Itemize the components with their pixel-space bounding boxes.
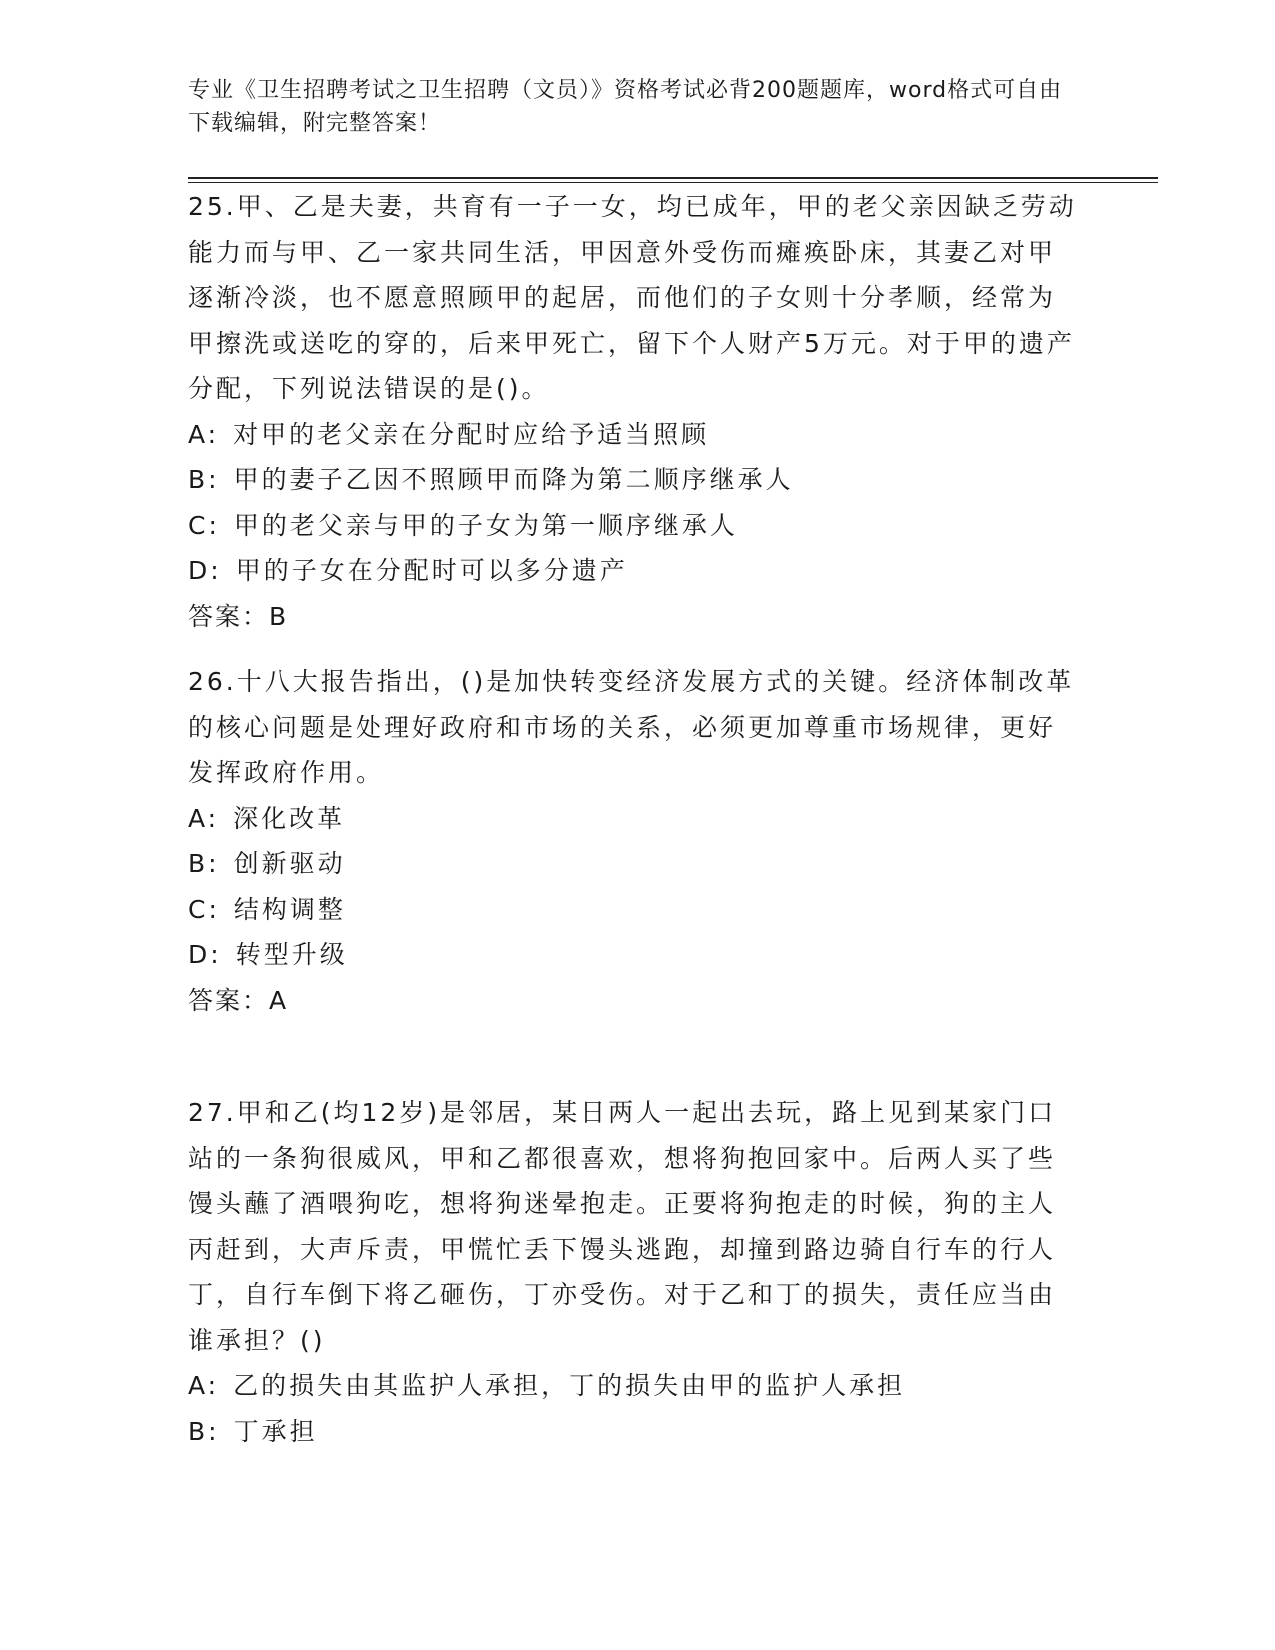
option-text: 对甲的老父亲在分配时应给予适当照顾 (233, 419, 710, 449)
option-label: A: (188, 419, 220, 449)
answer-line (188, 594, 1078, 640)
option-d (188, 932, 1078, 978)
option-text: 结构调整 (233, 894, 346, 924)
option-text: 甲的老父亲与甲的子女为第一顺序继承人 (233, 510, 738, 540)
option-label: B: (188, 1416, 220, 1446)
question-stem: 27.甲和乙(均12岁)是邻居，某日两人一起出去玩，路上见到某家门口站的一条狗很威风，甲和乙都很喜欢，想将狗抱回家中。后两人买了些馒头蘸了酒喂狗吃，想将狗迷晕抱走。正要将狗抱走的时候，狗的主人丙赶到，大声斥责，甲慌忙丢下馒头逃跑，却撞到路边骑自行车的行人丁，自行车倒下将乙砸伤，丁亦受伤。对于乙和丁的损失，责任应当由谁承担？() (188, 1098, 1057, 1355)
option-d (188, 548, 1078, 594)
answer-label: 答案： (188, 601, 270, 631)
question-stem: 26.十八大报告指出，()是加快转变经济发展方式的关键。经济体制改革的核心问题是处理好政府和市场的关系，必须更加尊重市场规律，更好发挥政府作用。 (188, 667, 1075, 787)
option-label: A: (188, 803, 220, 833)
option-b (188, 457, 1078, 503)
option-text: 深化改革 (233, 803, 346, 833)
option-label: C: (188, 510, 220, 540)
option-text: 丁承担 (233, 1416, 318, 1446)
header-divider-thin (188, 182, 1158, 183)
option-label: C: (188, 894, 220, 924)
answer-label: 答案： (188, 985, 270, 1015)
answer-value: A (269, 985, 289, 1015)
header-text: 专业《卫生招聘考试之卫生招聘（文员）》资格考试必背200题题库，word格式可自由下载编辑，附完整答案！ (188, 78, 1063, 136)
option-label: B: (188, 465, 220, 494)
option-b (188, 841, 1078, 887)
answer-line (188, 978, 1078, 1024)
option-text: 乙的损失由其监护人承担，丁的损失由甲的监护人承担 (233, 1371, 906, 1400)
option-label: D: (188, 556, 222, 585)
option-label: A: (188, 1371, 220, 1400)
header-divider-thick (188, 177, 1158, 179)
option-label: B: (188, 849, 220, 878)
option-c (188, 887, 1078, 933)
option-b (188, 1409, 1078, 1455)
option-label: D: (188, 940, 222, 969)
document-header (188, 74, 1068, 140)
option-a (188, 796, 1078, 842)
question-27 (188, 1090, 1078, 1454)
option-text: 甲的妻子乙因不照顾甲而降为第二顺序继承人 (233, 465, 794, 494)
question-25 (188, 184, 1078, 639)
option-a (188, 412, 1078, 458)
question-stem: 25.甲、乙是夫妻，共育有一子一女，均已成年，甲的老父亲因缺乏劳动能力而与甲、乙一家共同生活，甲因意外受伤而瘫痪卧床，其妻乙对甲逐渐冷淡，也不愿意照顾甲的起居，而他们的子女则十分孝顺，经常为甲擦洗或送吃的穿的，后来甲死亡，留下个人财产5万元。对于甲的遗产分配，下列说法错误的是()。 (188, 192, 1077, 403)
question-26 (188, 659, 1078, 1023)
option-text: 创新驱动 (233, 849, 346, 878)
option-a (188, 1363, 1078, 1409)
answer-value: B (269, 601, 289, 631)
option-c (188, 503, 1078, 549)
option-text: 转型升级 (235, 940, 348, 969)
option-text: 甲的子女在分配时可以多分遗产 (235, 556, 628, 585)
